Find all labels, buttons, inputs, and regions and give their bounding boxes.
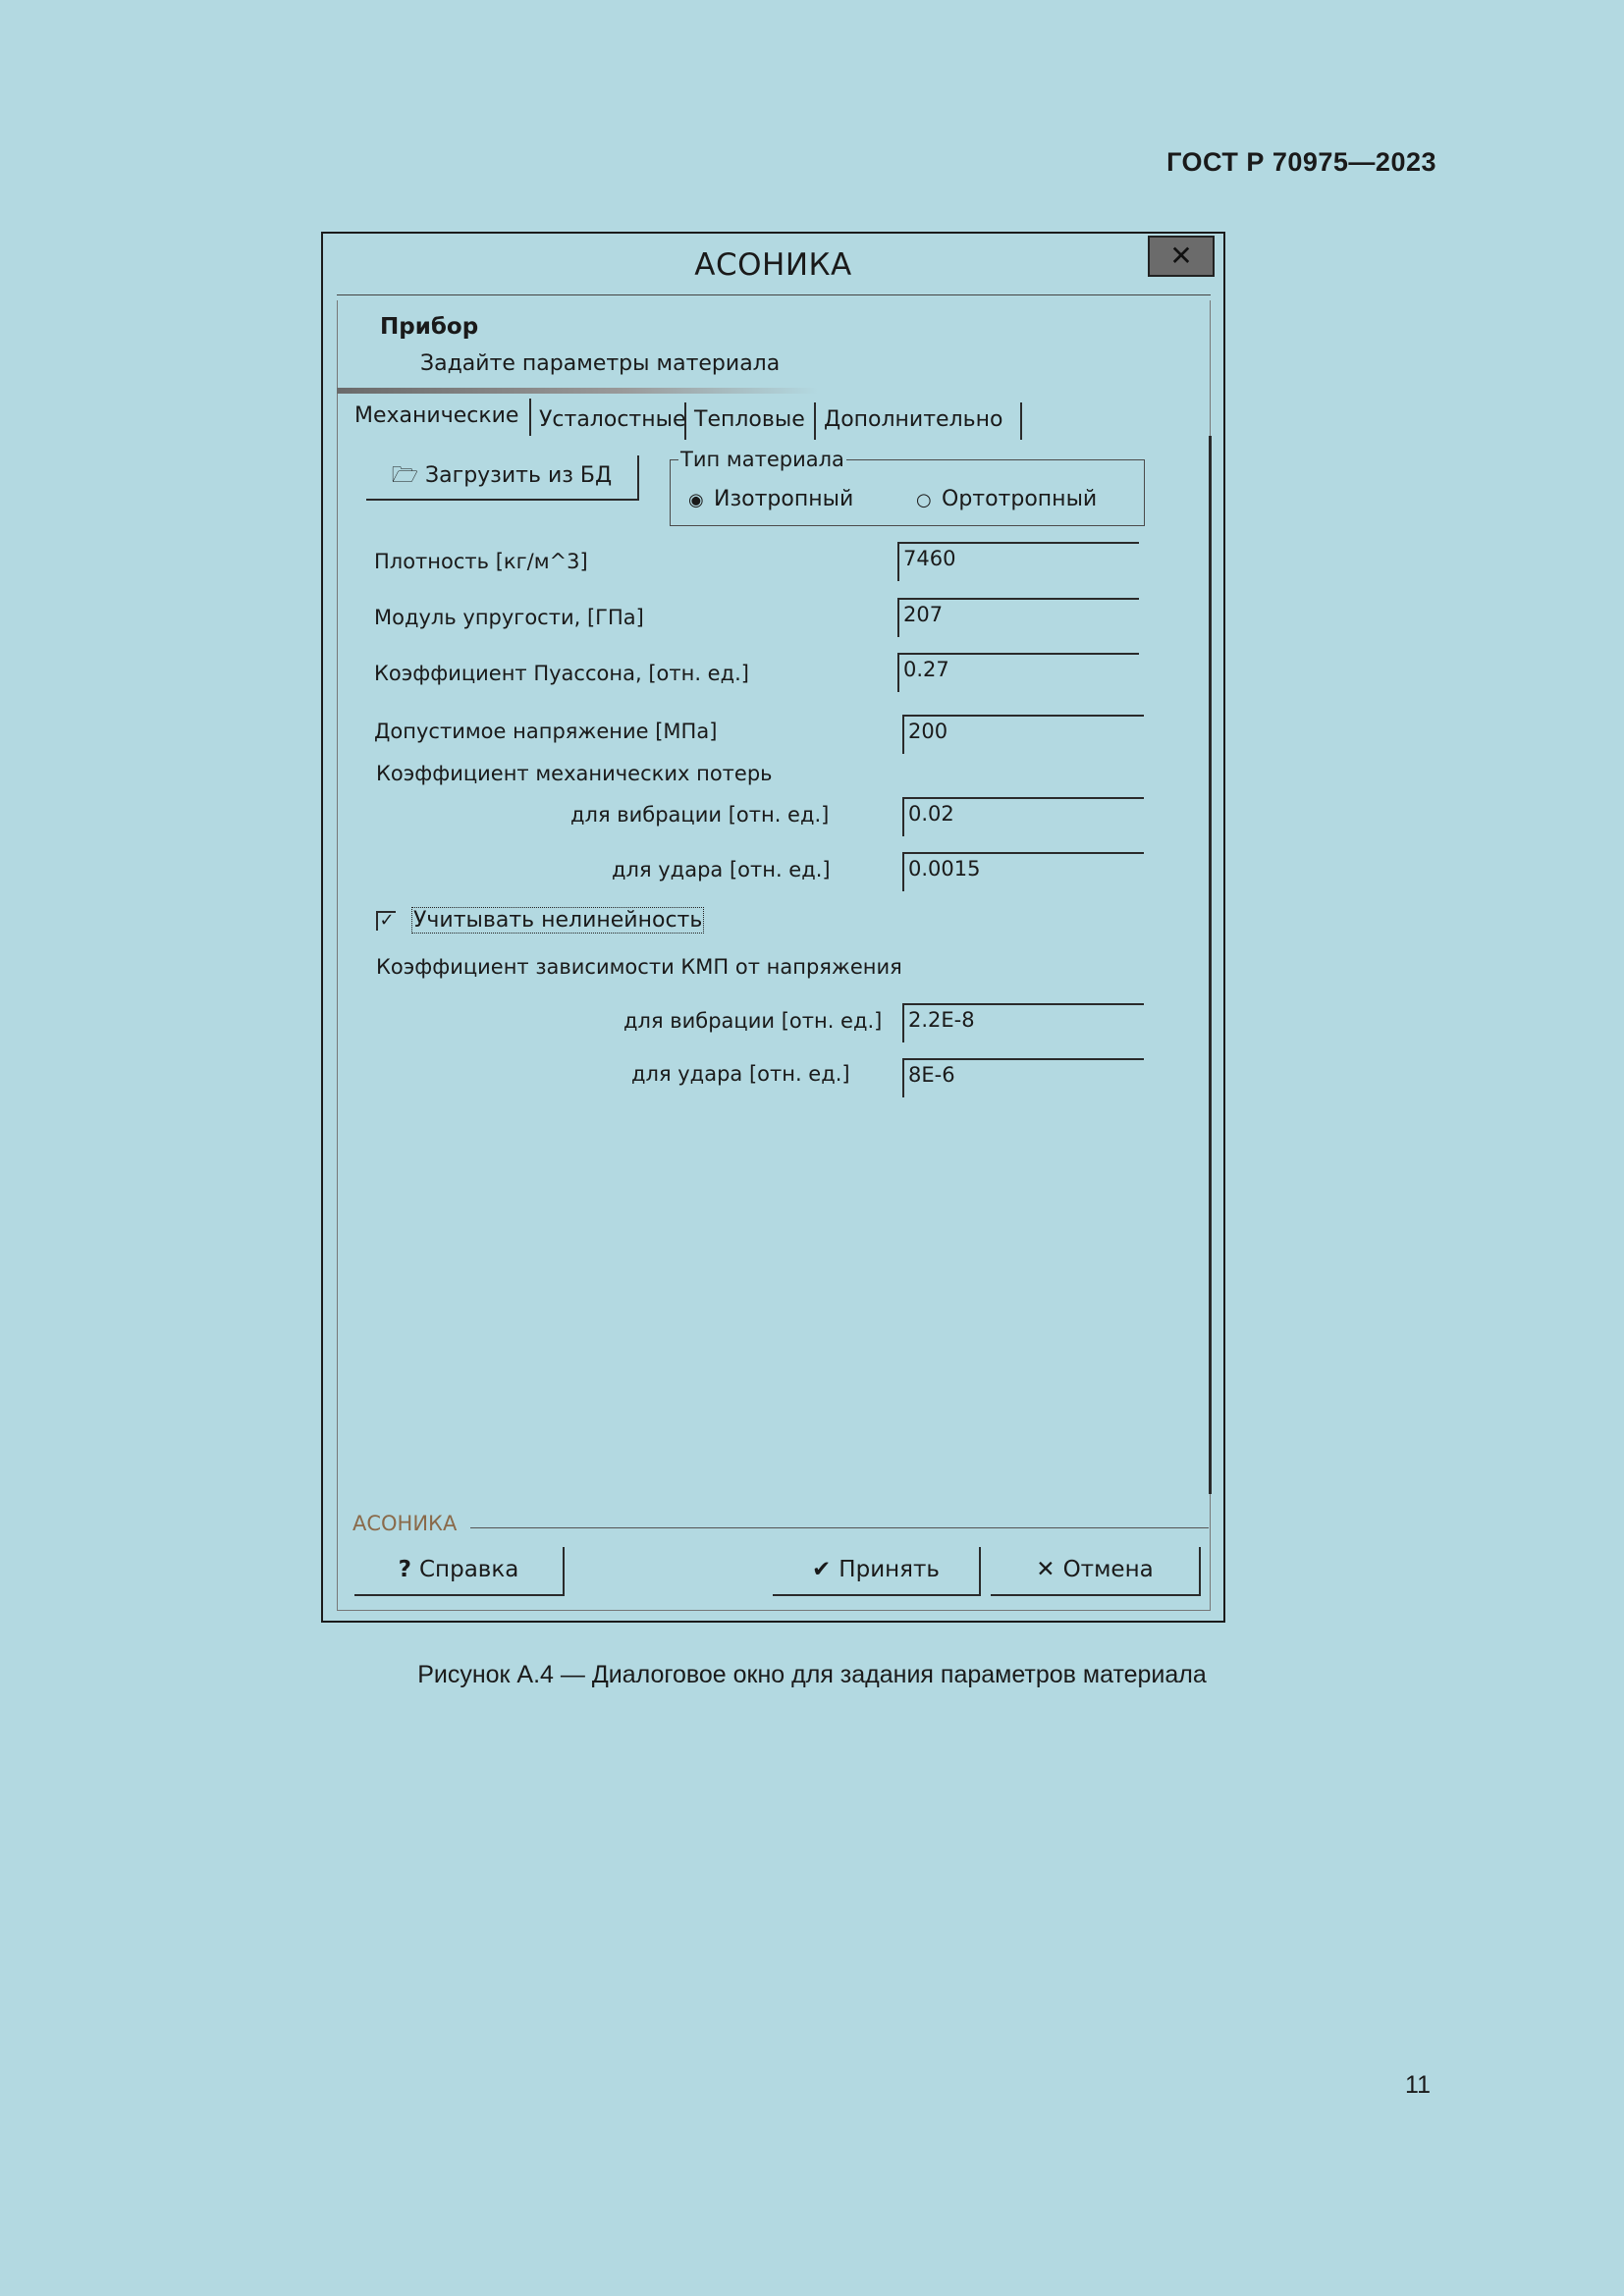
help-button[interactable] — [354, 1547, 565, 1596]
close-icon: ✕ — [1169, 240, 1193, 272]
close-icon: ✕ — [1036, 1557, 1056, 1582]
page-number: 11 — [1405, 2071, 1431, 2099]
loss-impact-label: для удара [отн. ед.] — [612, 858, 831, 881]
kmp-vibration-label: для вибрации [отн. ед.] — [623, 1009, 883, 1033]
close-button[interactable] — [1148, 236, 1215, 277]
load-from-db-button[interactable] — [366, 455, 639, 501]
header-subtitle: Задайте параметры материала — [420, 351, 781, 376]
tab-thermal[interactable]: Тепловые — [688, 402, 816, 440]
radio-selected-icon: ◉ — [688, 490, 704, 510]
accept-button[interactable] — [773, 1547, 981, 1596]
material-type-legend: Тип материала — [680, 448, 844, 471]
loss-impact-input[interactable]: 0.0015 — [902, 852, 1144, 891]
checkmark-icon: ✓ — [379, 910, 395, 931]
elastic-modulus-label: Модуль упругости, [ГПа] — [374, 606, 644, 629]
tab-mechanical[interactable]: Механические — [349, 399, 531, 436]
tab-panel-border — [1209, 436, 1212, 1494]
tab-fatigue[interactable]: Усталостные — [533, 402, 686, 440]
radio-orthotropic-label: Ортотропный — [942, 487, 1098, 511]
tab-additional[interactable]: Дополнительно — [818, 402, 1022, 440]
poisson-input[interactable]: 0.27 — [897, 653, 1139, 692]
radio-isotropic-label: Изотропный — [714, 487, 854, 511]
radio-isotropic[interactable] — [688, 487, 853, 511]
header-title: Прибор — [380, 314, 479, 340]
help-button-label: Справка — [419, 1557, 519, 1582]
load-from-db-label: Загрузить из БД — [425, 463, 613, 488]
density-input[interactable]: 7460 — [897, 542, 1139, 581]
nonlinearity-checkbox[interactable] — [376, 911, 396, 931]
kmp-impact-label: для удара [отн. ед.] — [631, 1062, 850, 1086]
footer-brand: АСОНИКА — [352, 1512, 464, 1535]
allowable-stress-label: Допустимое напряжение [МПа] — [374, 720, 718, 743]
loss-vibration-input[interactable]: 0.02 — [902, 797, 1144, 836]
density-label: Плотность [кг/м^3] — [374, 550, 588, 573]
material-dialog — [321, 232, 1225, 1623]
nonlinearity-label[interactable]: Учитывать нелинейность — [413, 908, 703, 933]
loss-coefficient-heading: Коэффициент механических потерь — [376, 762, 773, 785]
figure-caption: Рисунок А.4 — Диалоговое окно для задания параметров материала — [417, 1661, 1207, 1688]
footer-divider — [470, 1527, 1209, 1528]
dialog-title: АСОНИКА — [694, 247, 852, 283]
radio-orthotropic[interactable] — [916, 487, 1097, 511]
cancel-button[interactable] — [991, 1547, 1201, 1596]
allowable-stress-input[interactable]: 200 — [902, 715, 1144, 754]
elastic-modulus-input[interactable]: 207 — [897, 598, 1139, 637]
kmp-vibration-input[interactable]: 2.2E-8 — [902, 1003, 1144, 1042]
kmp-coefficient-heading: Коэффициент зависимости КМП от напряжения — [376, 955, 902, 979]
header-divider — [337, 388, 818, 394]
folder-open-icon: 🗁 — [391, 463, 419, 488]
kmp-impact-input[interactable]: 8E-6 — [902, 1058, 1144, 1097]
poisson-label: Коэффициент Пуассона, [отн. ед.] — [374, 662, 749, 685]
checkmark-icon: ✔ — [812, 1557, 832, 1582]
accept-button-label: Принять — [839, 1557, 940, 1582]
help-icon: ? — [398, 1557, 411, 1582]
loss-vibration-label: для вибрации [отн. ед.] — [570, 803, 830, 827]
document-header: ГОСТ Р 70975—2023 — [1166, 147, 1436, 177]
radio-unselected-icon: ○ — [916, 490, 932, 510]
title-divider — [337, 294, 1211, 295]
cancel-button-label: Отмена — [1062, 1557, 1154, 1582]
